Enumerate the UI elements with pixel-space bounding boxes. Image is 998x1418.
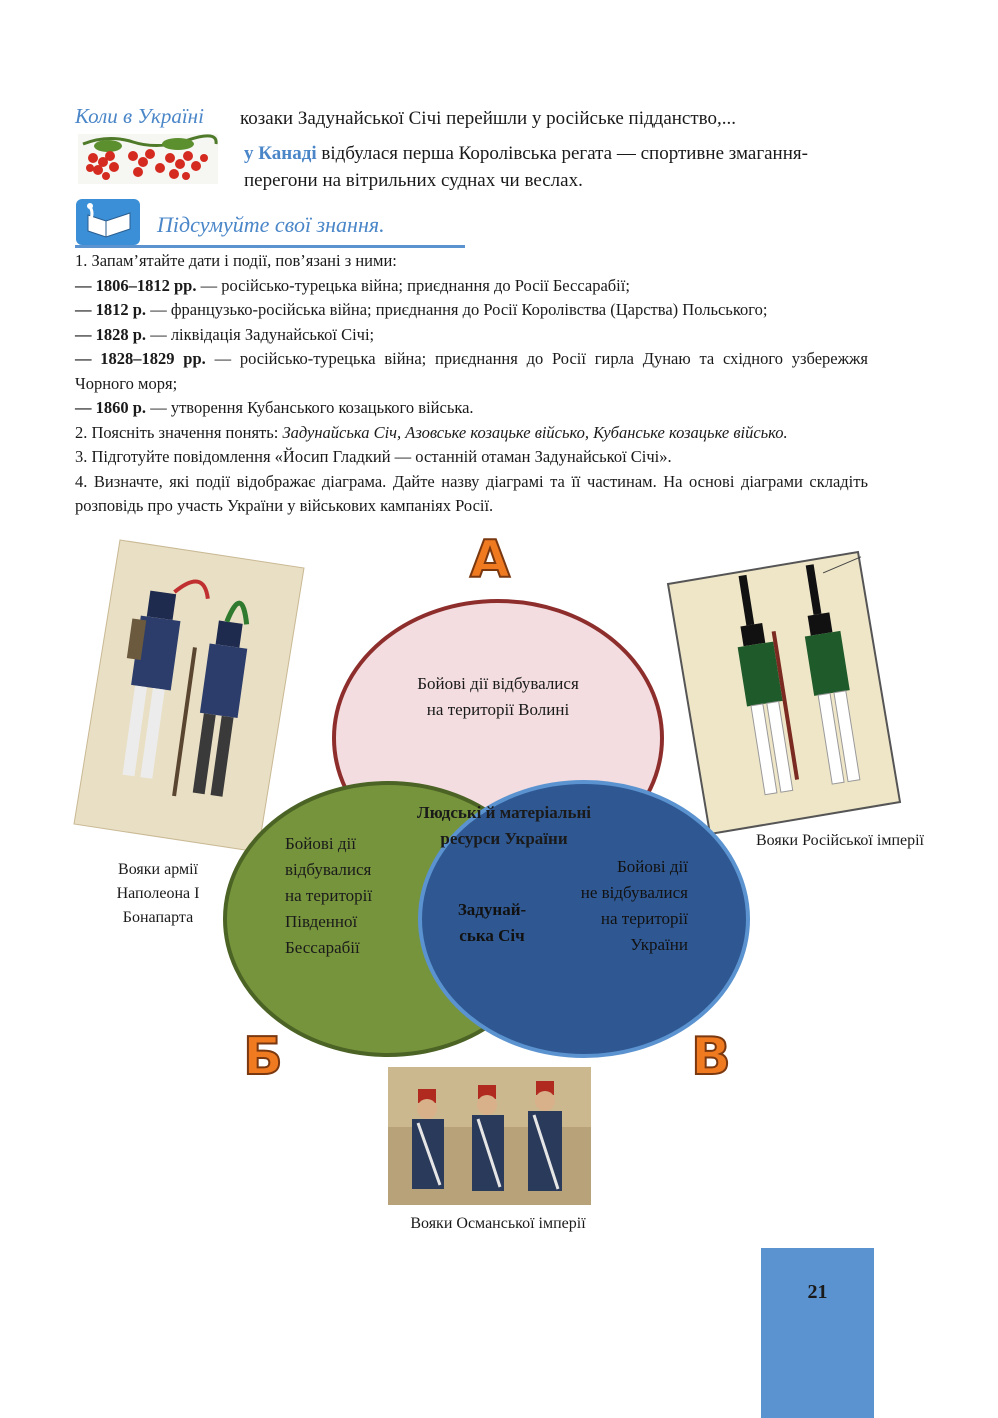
caption-ottoman: Вояки Османської імперії xyxy=(410,1215,586,1232)
caption-line: Вояки армії xyxy=(118,861,198,878)
page-number-box xyxy=(761,1248,874,1418)
circle-b-text xyxy=(285,831,405,961)
text-line: ська Січ xyxy=(459,926,525,945)
text-line: Людські й матеріальні xyxy=(417,803,591,822)
date-label: — 1828 р. xyxy=(75,324,147,344)
summary-title: Підсумуйте свої знання. xyxy=(157,212,385,237)
koly-label: Коли в Україні xyxy=(75,104,204,128)
circle-v-text xyxy=(548,854,688,958)
text-line: ресурси України xyxy=(440,829,568,848)
q1-intro: 1. Запам’ятайте дати і події, пов’язані з ними: xyxy=(75,251,397,270)
circle-a-text xyxy=(378,671,618,723)
text-line: України xyxy=(630,935,688,954)
date-label: — 1828–1829 рр. xyxy=(75,349,206,368)
text-line: на території Волині xyxy=(426,700,570,719)
letter-a: А xyxy=(469,530,511,590)
text-line: Задунай- xyxy=(457,900,527,919)
text-line: Бойові дії відбувалися xyxy=(417,674,579,693)
date-event: — ліквідація Задунайської Січі; xyxy=(146,324,375,344)
q2-prefix: 2. Поясніть значення понять: xyxy=(75,422,283,442)
text-line: відбувалися xyxy=(285,860,372,879)
text-line: на території xyxy=(600,909,688,928)
date-event: — утворення Кубанського козацького війська. xyxy=(146,398,474,417)
letter-v: В xyxy=(691,1027,731,1087)
text-line: Бойові дії xyxy=(617,857,688,876)
date-event: — французько-російська війна; приєднання до Росії Королівства (Царства) Польського; xyxy=(146,300,768,319)
caption-line: Наполеона І xyxy=(116,885,200,902)
q4: 4. Визначте, які події відображає діаграма. Дайте назву діаграмі та її частинам. На основі діаграми складіть розповідь про участь України у військових кампаніях Росії. xyxy=(75,471,868,515)
header-line1: козаки Задунайської Січі перейшли у російське підданство,... xyxy=(240,108,737,129)
text-line: Південної xyxy=(285,912,358,931)
q3: 3. Підготуйте повідомлення «Йосип Гладкий — останній отаман Задунайської Січі». xyxy=(75,447,672,466)
page-number: 21 xyxy=(807,1281,828,1303)
canada-text: відбулася перша Королівська регата — спортивне змагання-перегони на вітрильних суднах чи веслах. xyxy=(244,143,808,191)
text-line: не відбувалися xyxy=(580,883,688,902)
date-event: — російсько-турецька війна; приєднання до Росії Бессарабії; xyxy=(196,275,630,295)
letter-b: Б xyxy=(243,1027,283,1087)
canada-label: у Канаді xyxy=(244,143,317,164)
date-label: — 1860 р. xyxy=(75,398,147,417)
text-line: на території xyxy=(285,886,373,905)
q2-terms: Задунайська Січ, Азовське козацьке військо, Кубанське козацьке військо. xyxy=(282,422,788,442)
center-text xyxy=(384,800,624,852)
caption-line: Бонапарта xyxy=(122,909,194,926)
caption-russian: Вояки Російської імперії xyxy=(756,832,924,849)
date-label: — 1806–1812 рр. xyxy=(75,275,197,295)
date-label: — 1812 р. xyxy=(75,300,147,319)
text-line: Бессарабії xyxy=(285,938,360,957)
text-line: Бойові дії xyxy=(285,834,356,853)
sich-text xyxy=(442,897,542,949)
date-event: — російсько-турецька війна; приєднання до Росії гирла Дунаю та східного узбережжя Чорного моря; xyxy=(75,349,869,393)
